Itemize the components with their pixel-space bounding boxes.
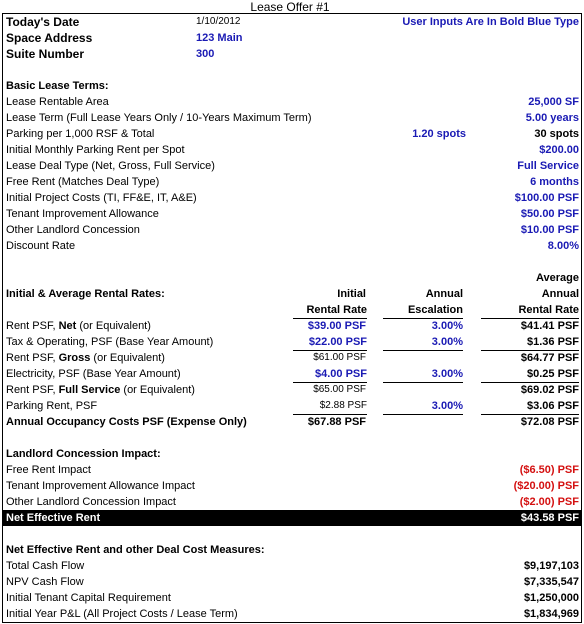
net-effective-rent-value: $43.58 PSF [520,512,579,524]
concession-row [3,494,581,510]
basic-row-label: Initial Monthly Parking Rent per Spot [6,144,185,156]
basic-row-label: Lease Rentable Area [6,96,109,108]
rate-initial-value: $2.88 PSF [293,398,367,415]
rate-initial-value: $61.00 PSF [313,352,366,363]
concession-heading: Landlord Concession Impact: [6,448,161,460]
date-row [3,14,581,30]
rate-initial-value[interactable]: $22.00 PSF [293,334,367,351]
rate-average-value: $72.08 PSF [520,416,579,428]
rate-initial-value: $65.00 PSF [313,384,366,395]
rate-row-label [6,318,151,334]
rate-label-prefix: Rent PSF, [6,352,59,364]
basic-row-label: Lease Term (Full Lease Years Only / 10-Years Maximum Term) [6,112,312,124]
rate-label-prefix: Rent PSF, [6,320,59,332]
basic-row [3,222,581,238]
concession-row-value: ($20.00) PSF [513,480,579,492]
concession-row-value: ($2.00) PSF [519,496,579,508]
date-label: Today's Date [6,15,80,29]
rate-label-suffix: (or Equivalent) [120,384,195,396]
col-initial-rate-label: Rental Rate [293,302,367,319]
rate-row-label: Tax & Operating, PSF (Base Year Amount) [6,336,214,348]
measure-row [3,558,581,574]
suite-row [3,46,581,62]
basic-row-label: Lease Deal Type (Net, Gross, Full Service) [6,160,215,172]
suite-value[interactable]: 300 [196,48,215,60]
rate-initial-value[interactable]: $39.00 PSF [307,320,366,332]
rate-escalation-value[interactable]: 3.00% [383,398,463,415]
basic-row-label: Tenant Improvement Allowance [6,208,159,220]
basic-row [3,190,581,206]
rate-label-type: Gross [58,352,91,364]
lease-offer-sheet [2,13,582,623]
net-effective-rent-row [3,510,581,526]
col-average-label: Average [535,272,579,284]
basic-row-value[interactable]: $10.00 PSF [520,224,579,236]
rate-row-tax [3,334,581,350]
basic-row-value[interactable]: 5.00 years [525,112,579,124]
sheet-title: Lease Offer #1 [250,0,330,14]
rate-row-label: Parking Rent, PSF [6,400,98,412]
measure-row-label: NPV Cash Flow [6,576,84,588]
basic-row-value[interactable]: 25,000 SF [528,96,579,108]
rate-row-electricity [3,366,581,382]
rate-average-value: $64.77 PSF [520,352,579,364]
basic-row-value[interactable]: $200.00 [539,144,579,156]
basic-row-label: Parking per 1,000 RSF & Total [6,128,155,140]
rates-heading: Initial & Average Rental Rates: [6,288,165,300]
basic-row [3,206,581,222]
rate-average-value: $41.41 PSF [520,320,579,332]
rate-escalation-value[interactable]: 3.00% [431,320,463,332]
basic-row [3,94,581,110]
rate-label-suffix: (or Equivalent) [90,352,165,364]
measures-heading-row [3,542,581,558]
basic-row [3,142,581,158]
measure-row [3,574,581,590]
basic-row [3,110,581,126]
rate-average-value: $1.36 PSF [481,334,579,351]
measures-heading: Net Effective Rent and other Deal Cost Measures: [6,544,265,556]
measure-row-value: $1,834,969 [523,608,579,620]
rate-row-label: Electricity, PSF (Base Year Amount) [6,368,181,380]
rate-label-type: Net [58,320,77,332]
basic-row-label: Other Landlord Concession [6,224,140,236]
space-label: Space Address [6,31,93,45]
rate-average-value: $69.02 PSF [520,384,579,396]
rate-label-type: Full Service [58,384,121,396]
rate-row-label [6,382,195,398]
basic-row [3,238,581,254]
basic-row-label: Initial Project Costs (TI, FF&E, IT, A&E) [6,192,197,204]
col-initial-label: Initial [337,288,366,300]
rate-row-full-service [3,382,581,398]
rates-header-row1 [3,286,581,302]
basic-row-value: 30 spots [534,128,579,140]
concession-row-label: Free Rent Impact [6,464,91,476]
basic-row-value[interactable]: $50.00 PSF [520,208,579,220]
concession-row [3,462,581,478]
net-effective-rent-label: Net Effective Rent [6,512,101,524]
space-row [3,30,581,46]
measure-row-label: Initial Tenant Capital Requirement [6,592,171,604]
sheet-title-bar [0,0,584,14]
rate-row-label [6,350,165,366]
basic-row-label: Discount Rate [6,240,76,252]
rate-row-occupancy [3,414,581,430]
measure-row-label: Initial Year P&L (All Project Costs / Lease Term) [6,608,238,620]
rate-initial-value[interactable]: $4.00 PSF [293,366,367,383]
basic-heading: Basic Lease Terms: [6,80,109,92]
basic-row [3,174,581,190]
basic-row [3,126,581,142]
rate-label-prefix: Rent PSF, [6,384,59,396]
basic-row-label: Free Rent (Matches Deal Type) [6,176,160,188]
rate-average-value: $3.06 PSF [481,398,579,415]
suite-label: Suite Number [6,47,85,61]
rate-row-parking [3,398,581,414]
col-escalation-sub-label: Escalation [383,302,463,319]
concession-row-label: Other Landlord Concession Impact [6,496,176,508]
measure-row [3,606,581,622]
rate-escalation-value[interactable]: 3.00% [383,334,463,351]
inputs-note: User Inputs Are In Bold Blue Type [402,16,579,28]
measure-row-value: $7,335,547 [523,576,579,588]
rates-header-row2 [3,302,581,318]
parking-per-1000-value[interactable]: 1.20 spots [412,128,466,140]
rates-header-row0 [3,270,581,286]
rate-row-net [3,318,581,334]
basic-heading-row [3,78,581,94]
rate-row-label: Annual Occupancy Costs PSF (Expense Only) [6,416,247,428]
measure-row [3,590,581,606]
rate-initial-value: $67.88 PSF [307,416,366,428]
measure-row-value: $1,250,000 [523,592,579,604]
rate-average-value: $0.25 PSF [481,366,579,383]
concession-row-label: Tenant Improvement Allowance Impact [6,480,195,492]
basic-row-value[interactable]: Full Service [517,160,579,172]
col-annual-label: Annual [541,288,579,300]
basic-row [3,158,581,174]
concession-row [3,478,581,494]
measure-row-value: $9,197,103 [523,560,579,572]
basic-row-value[interactable]: 8.00% [547,240,579,252]
rate-label-suffix: (or Equivalent) [76,320,151,332]
measure-row-label: Total Cash Flow [6,560,85,572]
rate-row-gross [3,350,581,366]
col-average-rate-label: Rental Rate [481,302,579,319]
concession-heading-row [3,446,581,462]
space-value[interactable]: 123 Main [196,32,243,44]
col-escalation-label: Annual [425,288,463,300]
concession-row-value: ($6.50) PSF [519,464,579,476]
basic-row-value[interactable]: 6 months [530,176,579,188]
rate-escalation-value[interactable]: 3.00% [383,366,463,383]
basic-row-value[interactable]: $100.00 PSF [514,192,579,204]
date-value[interactable]: 1/10/2012 [196,16,241,27]
